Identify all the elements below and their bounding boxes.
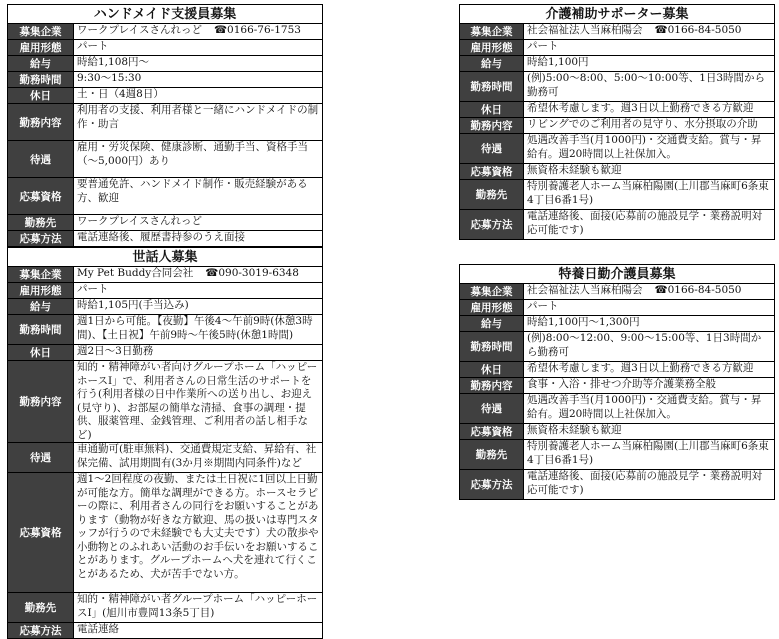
phone-number: ☎090-3019-6348 <box>205 267 299 279</box>
row-label: 応募方法 <box>460 210 524 240</box>
application-cell: 電話連絡後、履歴書持参のうえ面接 <box>74 231 323 247</box>
row-label: 雇用形態 <box>460 300 524 316</box>
qualifications-cell: 無資格未経験も歓迎 <box>524 424 775 440</box>
company-cell <box>74 267 323 283</box>
job-table <box>459 23 775 240</box>
duties-cell: リビングでのご利用者の見守り、水分摂取の介助 <box>524 118 775 134</box>
company-cell <box>74 24 323 40</box>
row-label: 勤務内容 <box>460 118 524 134</box>
qualifications-cell: 週1～2回程度の夜勤、または土日祝に1回以上日勤が可能な方。簡単な調理ができる方。ホースセラピーの際に、利用者さんの同行をお願いすることがあります（動物が好きな方歓迎、馬の扱いは専門スタッフが行うので未経験でも大丈夫です）犬の散歩や小動物とのふれあい活動のお手伝いをお願いすることがあります。グループホームへ犬を連れて行くことがあるため、犬が苦手でない方。 <box>74 473 323 593</box>
salary-cell: 時給1,105円(手当込み) <box>74 299 323 315</box>
row-label: 給与 <box>460 56 524 72</box>
row-label: 休日 <box>8 345 74 361</box>
job-table <box>7 266 323 639</box>
workplace-cell: ワークプレイスさんれっど <box>74 215 323 231</box>
row-label: 勤務先 <box>8 593 74 623</box>
workplace-cell: 知的・精神障がい者グループホーム「ハッピーホースⅠ」(旭川市豊岡13条5丁目) <box>74 593 323 623</box>
application-cell: 電話連絡後、面接(応募前の施設見学・業務説明対応可能です) <box>524 470 775 500</box>
row-label: 給与 <box>460 316 524 332</box>
row-label: 募集企業 <box>8 24 74 40</box>
duties-cell: 知的・精神障がい者向けグループホーム「ハッピーホースⅠ」で、利用者さんの日常生活のサポートを行う(利用者様の日中作業所への送り出し、お迎え(見守り)、お部屋の簡単な清掃、食事の調理・提供、服薬管理、金銭管理、ご利用者の話し相手など) <box>74 361 323 443</box>
phone-number: ☎0166-84-5050 <box>654 284 742 296</box>
row-label: 勤務内容 <box>8 104 74 141</box>
row-label: 給与 <box>8 299 74 315</box>
row-label: 勤務先 <box>8 215 74 231</box>
hours-cell: 9:30～15:30 <box>74 72 323 88</box>
row-label: 応募資格 <box>8 178 74 215</box>
row-label: 応募資格 <box>460 164 524 180</box>
row-label: 待遇 <box>460 134 524 164</box>
workplace-cell: 特別養護老人ホーム当麻柏陽園(上川郡当麻町6条東4丁目6番1号) <box>524 440 775 470</box>
row-label: 応募方法 <box>460 470 524 500</box>
row-label: 勤務時間 <box>8 72 74 88</box>
row-label: 応募方法 <box>8 231 74 247</box>
employment-cell: パート <box>74 283 323 299</box>
application-cell: 電話連絡 <box>74 623 323 639</box>
salary-cell: 時給1,108円～ <box>74 56 323 72</box>
benefits-cell: 処遇改善手当(月1000円)・交通費支給。賞与・昇給有。週20時間以上社保加入。 <box>524 134 775 164</box>
row-label: 休日 <box>460 362 524 378</box>
row-label: 雇用形態 <box>460 40 524 56</box>
job-table <box>459 283 775 500</box>
company-name: 社会福祉法人当麻柏陽会 <box>527 24 643 36</box>
benefits-cell: 処遇改善手当(月1000円)・交通費支給。賞与・昇給有。週20時間以上社保加入。 <box>524 394 775 424</box>
row-label: 募集企業 <box>460 284 524 300</box>
qualifications-cell: 要普通免許、ハンドメイド制作・販売経験がある方、歓迎 <box>74 178 323 215</box>
panel-title: 世話人募集 <box>7 247 323 266</box>
duties-cell: 食事・入浴・排せつ介助等介護業務全般 <box>524 378 775 394</box>
salary-cell: 時給1,100円 <box>524 56 775 72</box>
row-label: 勤務内容 <box>8 361 74 443</box>
job-panel-handmade <box>7 4 323 247</box>
row-label: 勤務時間 <box>8 315 74 345</box>
application-cell: 電話連絡後、面接(応募前の施設見学・業務説明対応可能です) <box>524 210 775 240</box>
row-label: 勤務時間 <box>460 72 524 102</box>
row-label: 応募方法 <box>8 623 74 639</box>
job-table <box>7 23 323 247</box>
phone-number: ☎0166-84-5050 <box>654 24 742 36</box>
row-label: 勤務先 <box>460 180 524 210</box>
row-label: 募集企業 <box>460 24 524 40</box>
row-label: 応募資格 <box>460 424 524 440</box>
row-label: 待遇 <box>460 394 524 424</box>
row-label: 待遇 <box>8 443 74 473</box>
employment-cell: パート <box>524 40 775 56</box>
row-label: 勤務先 <box>460 440 524 470</box>
holiday-cell: 希望休考慮します。週3日以上勤務できる方歓迎 <box>524 362 775 378</box>
row-label: 勤務時間 <box>460 332 524 362</box>
holiday-cell: 土・日（4週8日） <box>74 88 323 104</box>
job-panel-day-care-worker <box>459 264 775 500</box>
benefits-cell: 雇用・労災保険、健康診断、通勤手当、資格手当（～5,000円）あり <box>74 141 323 178</box>
hours-cell: 週1日から可能。【夜勤】午後4～午前9時(休憩3時間)、【土日祝】午前9時～午後5時(休憩1時間) <box>74 315 323 345</box>
job-panel-care-supporter <box>459 4 775 240</box>
holiday-cell: 希望休考慮します。週3日以上勤務できる方歓迎 <box>524 102 775 118</box>
row-label: 応募資格 <box>8 473 74 593</box>
row-label: 募集企業 <box>8 267 74 283</box>
row-label: 勤務内容 <box>460 378 524 394</box>
row-label: 休日 <box>460 102 524 118</box>
company-cell <box>524 24 775 40</box>
panel-title: 特養日勤介護員募集 <box>459 264 775 283</box>
row-label: 休日 <box>8 88 74 104</box>
qualifications-cell: 無資格未経験も歓迎 <box>524 164 775 180</box>
benefits-cell: 車通勤可(駐車無料)、交通費規定支給、昇給有、社保完備、試用期間有(3か月※期間内同条件)など <box>74 443 323 473</box>
company-name: My Pet Buddy合同会社 <box>77 267 194 279</box>
row-label: 待遇 <box>8 141 74 178</box>
company-name: ワークプレイスさんれっど <box>77 24 202 36</box>
duties-cell: 利用者の支援、利用者様と一緒にハンドメイドの制作・助言 <box>74 104 323 141</box>
hours-cell: (例)5:00～8:00、5:00～10:00等、1日3時間から勤務可 <box>524 72 775 102</box>
company-name: 社会福祉法人当麻柏陽会 <box>527 284 643 296</box>
hours-cell: (例)8:00～12:00、9:00～15:00等、1日3時間から勤務可 <box>524 332 775 362</box>
company-cell <box>524 284 775 300</box>
employment-cell: パート <box>74 40 323 56</box>
phone-number: ☎0166-76-1753 <box>213 24 301 36</box>
salary-cell: 時給1,100円～1,300円 <box>524 316 775 332</box>
row-label: 雇用形態 <box>8 40 74 56</box>
panel-title: 介護補助サポーター募集 <box>459 4 775 23</box>
workplace-cell: 特別養護老人ホーム当麻柏陽園(上川郡当麻町6条東4丁目6番1号) <box>524 180 775 210</box>
holiday-cell: 週2日～3日勤務 <box>74 345 323 361</box>
row-label: 給与 <box>8 56 74 72</box>
panel-title: ハンドメイド支援員募集 <box>7 4 323 23</box>
job-panel-caretaker <box>7 247 323 639</box>
row-label: 雇用形態 <box>8 283 74 299</box>
employment-cell: パート <box>524 300 775 316</box>
